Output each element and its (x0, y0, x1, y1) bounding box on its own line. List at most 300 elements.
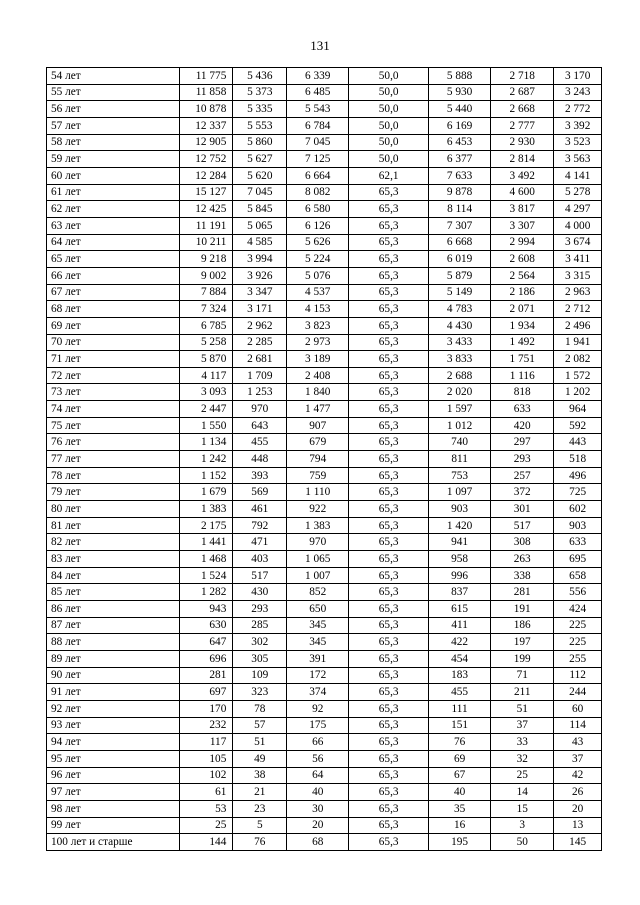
age-cell: 71 лет (47, 351, 180, 368)
calc-male-cell: 3 492 (491, 167, 554, 184)
male-cell: 76 (233, 834, 287, 851)
table-row (47, 717, 602, 734)
female-cell: 6 339 (287, 68, 349, 85)
percent-cell: 65,3 (349, 284, 429, 301)
female-cell: 68 (287, 834, 349, 851)
calc-total-cell: 5 149 (429, 284, 491, 301)
age-cell: 98 лет (47, 800, 180, 817)
male-cell: 5 335 (233, 101, 287, 118)
total-cell: 11 775 (179, 68, 233, 85)
male-cell: 970 (233, 401, 287, 418)
calc-male-cell: 197 (491, 634, 554, 651)
male-cell: 517 (233, 567, 287, 584)
calc-male-cell: 420 (491, 417, 554, 434)
calc-male-cell: 293 (491, 451, 554, 468)
age-cell: 54 лет (47, 68, 180, 85)
age-cell: 58 лет (47, 134, 180, 151)
calc-female-cell: 443 (554, 434, 602, 451)
calc-female-cell: 43 (554, 734, 602, 751)
male-cell: 5 627 (233, 151, 287, 168)
calc-male-cell: 2 071 (491, 301, 554, 318)
calc-total-cell: 1 097 (429, 484, 491, 501)
calc-total-cell: 996 (429, 567, 491, 584)
calc-total-cell: 5 888 (429, 68, 491, 85)
calc-male-cell: 263 (491, 551, 554, 568)
female-cell: 1 840 (287, 384, 349, 401)
percent-cell: 65,3 (349, 734, 429, 751)
percent-cell: 65,3 (349, 367, 429, 384)
total-cell: 2 175 (179, 517, 233, 534)
total-cell: 4 117 (179, 367, 233, 384)
age-cell: 67 лет (47, 284, 180, 301)
female-cell: 794 (287, 451, 349, 468)
calc-female-cell: 26 (554, 784, 602, 801)
calc-male-cell: 51 (491, 700, 554, 717)
total-cell: 11 191 (179, 217, 233, 234)
age-cell: 92 лет (47, 700, 180, 717)
table-row (47, 284, 602, 301)
female-cell: 1 477 (287, 401, 349, 418)
male-cell: 2 285 (233, 334, 287, 351)
calc-total-cell: 40 (429, 784, 491, 801)
male-cell: 643 (233, 417, 287, 434)
calc-total-cell: 6 169 (429, 117, 491, 134)
table-body (47, 68, 602, 851)
percent-cell: 65,3 (349, 434, 429, 451)
total-cell: 696 (179, 650, 233, 667)
female-cell: 56 (287, 750, 349, 767)
calc-male-cell: 2 930 (491, 134, 554, 151)
male-cell: 448 (233, 451, 287, 468)
calc-female-cell: 2 963 (554, 284, 602, 301)
age-cell: 68 лет (47, 301, 180, 318)
calc-total-cell: 740 (429, 434, 491, 451)
percent-cell: 65,3 (349, 451, 429, 468)
calc-female-cell: 60 (554, 700, 602, 717)
percent-cell: 65,3 (349, 417, 429, 434)
total-cell: 630 (179, 617, 233, 634)
female-cell: 92 (287, 700, 349, 717)
calc-female-cell: 3 315 (554, 267, 602, 284)
age-cell: 59 лет (47, 151, 180, 168)
calc-female-cell: 695 (554, 551, 602, 568)
male-cell: 3 926 (233, 267, 287, 284)
total-cell: 1 550 (179, 417, 233, 434)
total-cell: 1 152 (179, 467, 233, 484)
table-row (47, 117, 602, 134)
male-cell: 2 681 (233, 351, 287, 368)
total-cell: 697 (179, 684, 233, 701)
female-cell: 907 (287, 417, 349, 434)
table-row (47, 101, 602, 118)
total-cell: 7 884 (179, 284, 233, 301)
percent-cell: 65,3 (349, 301, 429, 318)
calc-male-cell: 199 (491, 650, 554, 667)
percent-cell: 65,3 (349, 634, 429, 651)
calc-female-cell: 42 (554, 767, 602, 784)
calc-male-cell: 338 (491, 567, 554, 584)
calc-male-cell: 211 (491, 684, 554, 701)
male-cell: 78 (233, 700, 287, 717)
calc-female-cell: 3 674 (554, 234, 602, 251)
calc-male-cell: 2 814 (491, 151, 554, 168)
male-cell: 5 620 (233, 167, 287, 184)
female-cell: 1 383 (287, 517, 349, 534)
female-cell: 391 (287, 650, 349, 667)
table-row (47, 184, 602, 201)
female-cell: 2 973 (287, 334, 349, 351)
male-cell: 4 585 (233, 234, 287, 251)
calc-female-cell: 112 (554, 667, 602, 684)
calc-total-cell: 3 433 (429, 334, 491, 351)
male-cell: 2 962 (233, 317, 287, 334)
total-cell: 144 (179, 834, 233, 851)
age-cell: 61 лет (47, 184, 180, 201)
total-cell: 105 (179, 750, 233, 767)
calc-total-cell: 8 114 (429, 201, 491, 218)
calc-total-cell: 111 (429, 700, 491, 717)
table-row (47, 234, 602, 251)
total-cell: 25 (179, 817, 233, 834)
table-row (47, 267, 602, 284)
female-cell: 679 (287, 434, 349, 451)
calc-female-cell: 2 712 (554, 301, 602, 318)
female-cell: 4 537 (287, 284, 349, 301)
calc-female-cell: 2 772 (554, 101, 602, 118)
table-row (47, 84, 602, 101)
female-cell: 1 065 (287, 551, 349, 568)
calc-total-cell: 6 453 (429, 134, 491, 151)
calc-female-cell: 2 496 (554, 317, 602, 334)
age-cell: 62 лет (47, 201, 180, 218)
female-cell: 345 (287, 634, 349, 651)
calc-male-cell: 71 (491, 667, 554, 684)
female-cell: 66 (287, 734, 349, 751)
calc-male-cell: 2 687 (491, 84, 554, 101)
calc-total-cell: 1 012 (429, 417, 491, 434)
percent-cell: 50,0 (349, 68, 429, 85)
table-row (47, 567, 602, 584)
male-cell: 302 (233, 634, 287, 651)
male-cell: 3 994 (233, 251, 287, 268)
calc-male-cell: 2 777 (491, 117, 554, 134)
age-cell: 65 лет (47, 251, 180, 268)
calc-male-cell: 3 307 (491, 217, 554, 234)
calc-female-cell: 556 (554, 584, 602, 601)
female-cell: 6 784 (287, 117, 349, 134)
calc-female-cell: 3 170 (554, 68, 602, 85)
age-cell: 56 лет (47, 101, 180, 118)
age-cell: 57 лет (47, 117, 180, 134)
male-cell: 51 (233, 734, 287, 751)
male-cell: 23 (233, 800, 287, 817)
age-cell: 91 лет (47, 684, 180, 701)
total-cell: 943 (179, 601, 233, 618)
calc-male-cell: 633 (491, 401, 554, 418)
percent-cell: 65,3 (349, 767, 429, 784)
female-cell: 7 125 (287, 151, 349, 168)
male-cell: 403 (233, 551, 287, 568)
calc-total-cell: 5 440 (429, 101, 491, 118)
percent-cell: 65,3 (349, 567, 429, 584)
female-cell: 6 485 (287, 84, 349, 101)
percent-cell: 65,3 (349, 467, 429, 484)
total-cell: 5 258 (179, 334, 233, 351)
age-cell: 83 лет (47, 551, 180, 568)
calc-total-cell: 422 (429, 634, 491, 651)
total-cell: 1 524 (179, 567, 233, 584)
calc-female-cell: 518 (554, 451, 602, 468)
calc-total-cell: 16 (429, 817, 491, 834)
calc-male-cell: 818 (491, 384, 554, 401)
male-cell: 5 436 (233, 68, 287, 85)
table-row (47, 367, 602, 384)
calc-female-cell: 3 523 (554, 134, 602, 151)
percent-cell: 50,0 (349, 134, 429, 151)
total-cell: 117 (179, 734, 233, 751)
calc-female-cell: 13 (554, 817, 602, 834)
male-cell: 1 253 (233, 384, 287, 401)
calc-female-cell: 114 (554, 717, 602, 734)
calc-male-cell: 2 994 (491, 234, 554, 251)
calc-total-cell: 2 020 (429, 384, 491, 401)
calc-total-cell: 76 (429, 734, 491, 751)
table-row (47, 800, 602, 817)
calc-female-cell: 255 (554, 650, 602, 667)
percent-cell: 65,3 (349, 834, 429, 851)
age-cell: 75 лет (47, 417, 180, 434)
male-cell: 323 (233, 684, 287, 701)
table-row (47, 734, 602, 751)
age-cell: 87 лет (47, 617, 180, 634)
calc-male-cell: 281 (491, 584, 554, 601)
table-row (47, 834, 602, 851)
table-row (47, 451, 602, 468)
total-cell: 12 425 (179, 201, 233, 218)
calc-total-cell: 183 (429, 667, 491, 684)
calc-female-cell: 1 202 (554, 384, 602, 401)
age-cell: 73 лет (47, 384, 180, 401)
percent-cell: 65,3 (349, 717, 429, 734)
percent-cell: 65,3 (349, 351, 429, 368)
calc-male-cell: 3 817 (491, 201, 554, 218)
calc-male-cell: 37 (491, 717, 554, 734)
age-cell: 85 лет (47, 584, 180, 601)
female-cell: 759 (287, 467, 349, 484)
total-cell: 232 (179, 717, 233, 734)
age-cell: 63 лет (47, 217, 180, 234)
calc-male-cell: 2 186 (491, 284, 554, 301)
percent-cell: 65,3 (349, 251, 429, 268)
calc-total-cell: 903 (429, 501, 491, 518)
table-row (47, 217, 602, 234)
table-row (47, 201, 602, 218)
calc-total-cell: 4 430 (429, 317, 491, 334)
calc-total-cell: 6 019 (429, 251, 491, 268)
table-row (47, 684, 602, 701)
calc-total-cell: 1 597 (429, 401, 491, 418)
table-row (47, 700, 602, 717)
male-cell: 455 (233, 434, 287, 451)
total-cell: 12 337 (179, 117, 233, 134)
female-cell: 1 110 (287, 484, 349, 501)
age-data-table (46, 67, 602, 851)
male-cell: 38 (233, 767, 287, 784)
total-cell: 1 242 (179, 451, 233, 468)
calc-male-cell: 186 (491, 617, 554, 634)
age-cell: 94 лет (47, 734, 180, 751)
age-cell: 81 лет (47, 517, 180, 534)
total-cell: 12 905 (179, 134, 233, 151)
calc-total-cell: 69 (429, 750, 491, 767)
female-cell: 345 (287, 617, 349, 634)
table-row (47, 434, 602, 451)
percent-cell: 65,3 (349, 684, 429, 701)
calc-total-cell: 7 633 (429, 167, 491, 184)
percent-cell: 65,3 (349, 667, 429, 684)
percent-cell: 50,0 (349, 101, 429, 118)
percent-cell: 65,3 (349, 501, 429, 518)
table-row (47, 134, 602, 151)
calc-female-cell: 145 (554, 834, 602, 851)
table-row (47, 617, 602, 634)
calc-female-cell: 244 (554, 684, 602, 701)
calc-male-cell: 372 (491, 484, 554, 501)
total-cell: 170 (179, 700, 233, 717)
total-cell: 11 858 (179, 84, 233, 101)
calc-male-cell: 1 116 (491, 367, 554, 384)
percent-cell: 65,3 (349, 551, 429, 568)
calc-total-cell: 5 930 (429, 84, 491, 101)
total-cell: 6 785 (179, 317, 233, 334)
male-cell: 305 (233, 650, 287, 667)
percent-cell: 65,3 (349, 584, 429, 601)
calc-total-cell: 1 420 (429, 517, 491, 534)
age-cell: 64 лет (47, 234, 180, 251)
table-row (47, 68, 602, 85)
male-cell: 5 860 (233, 134, 287, 151)
calc-female-cell: 225 (554, 617, 602, 634)
calc-total-cell: 958 (429, 551, 491, 568)
age-cell: 86 лет (47, 601, 180, 618)
female-cell: 374 (287, 684, 349, 701)
table-row (47, 501, 602, 518)
calc-female-cell: 1 572 (554, 367, 602, 384)
female-cell: 5 543 (287, 101, 349, 118)
age-cell: 78 лет (47, 467, 180, 484)
percent-cell: 65,3 (349, 267, 429, 284)
table-row (47, 584, 602, 601)
female-cell: 20 (287, 817, 349, 834)
female-cell: 5 224 (287, 251, 349, 268)
age-cell: 88 лет (47, 634, 180, 651)
calc-female-cell: 3 411 (554, 251, 602, 268)
age-cell: 90 лет (47, 667, 180, 684)
table-row (47, 634, 602, 651)
table-row (47, 417, 602, 434)
male-cell: 1 709 (233, 367, 287, 384)
female-cell: 175 (287, 717, 349, 734)
total-cell: 9 002 (179, 267, 233, 284)
calc-male-cell: 297 (491, 434, 554, 451)
male-cell: 293 (233, 601, 287, 618)
total-cell: 1 441 (179, 534, 233, 551)
calc-male-cell: 2 564 (491, 267, 554, 284)
percent-cell: 65,3 (349, 617, 429, 634)
calc-male-cell: 191 (491, 601, 554, 618)
age-cell: 79 лет (47, 484, 180, 501)
calc-male-cell: 1 751 (491, 351, 554, 368)
male-cell: 471 (233, 534, 287, 551)
table-row (47, 650, 602, 667)
age-cell: 72 лет (47, 367, 180, 384)
percent-cell: 65,3 (349, 201, 429, 218)
percent-cell: 50,0 (349, 84, 429, 101)
male-cell: 393 (233, 467, 287, 484)
percent-cell: 65,3 (349, 750, 429, 767)
calc-female-cell: 964 (554, 401, 602, 418)
calc-total-cell: 455 (429, 684, 491, 701)
age-cell: 70 лет (47, 334, 180, 351)
calc-male-cell: 517 (491, 517, 554, 534)
total-cell: 647 (179, 634, 233, 651)
calc-female-cell: 20 (554, 800, 602, 817)
age-cell: 93 лет (47, 717, 180, 734)
table-row (47, 351, 602, 368)
calc-total-cell: 454 (429, 650, 491, 667)
age-cell: 100 лет и старше (47, 834, 180, 851)
percent-cell: 65,3 (349, 650, 429, 667)
calc-female-cell: 4 141 (554, 167, 602, 184)
female-cell: 1 007 (287, 567, 349, 584)
table-row (47, 334, 602, 351)
calc-total-cell: 837 (429, 584, 491, 601)
calc-male-cell: 2 668 (491, 101, 554, 118)
percent-cell: 62,1 (349, 167, 429, 184)
male-cell: 3 347 (233, 284, 287, 301)
calc-total-cell: 35 (429, 800, 491, 817)
calc-male-cell: 301 (491, 501, 554, 518)
percent-cell: 65,3 (349, 234, 429, 251)
age-cell: 84 лет (47, 567, 180, 584)
calc-female-cell: 4 000 (554, 217, 602, 234)
percent-cell: 65,3 (349, 800, 429, 817)
calc-male-cell: 308 (491, 534, 554, 551)
calc-female-cell: 2 082 (554, 351, 602, 368)
calc-total-cell: 6 668 (429, 234, 491, 251)
calc-total-cell: 811 (429, 451, 491, 468)
calc-female-cell: 424 (554, 601, 602, 618)
total-cell: 7 324 (179, 301, 233, 318)
female-cell: 4 153 (287, 301, 349, 318)
calc-total-cell: 6 377 (429, 151, 491, 168)
table-row (47, 384, 602, 401)
table-row (47, 534, 602, 551)
age-cell: 80 лет (47, 501, 180, 518)
percent-cell: 65,3 (349, 384, 429, 401)
female-cell: 5 626 (287, 234, 349, 251)
total-cell: 1 134 (179, 434, 233, 451)
female-cell: 2 408 (287, 367, 349, 384)
total-cell: 102 (179, 767, 233, 784)
table-row (47, 601, 602, 618)
total-cell: 15 127 (179, 184, 233, 201)
total-cell: 1 383 (179, 501, 233, 518)
calc-male-cell: 257 (491, 467, 554, 484)
total-cell: 1 679 (179, 484, 233, 501)
table-row (47, 767, 602, 784)
total-cell: 10 878 (179, 101, 233, 118)
